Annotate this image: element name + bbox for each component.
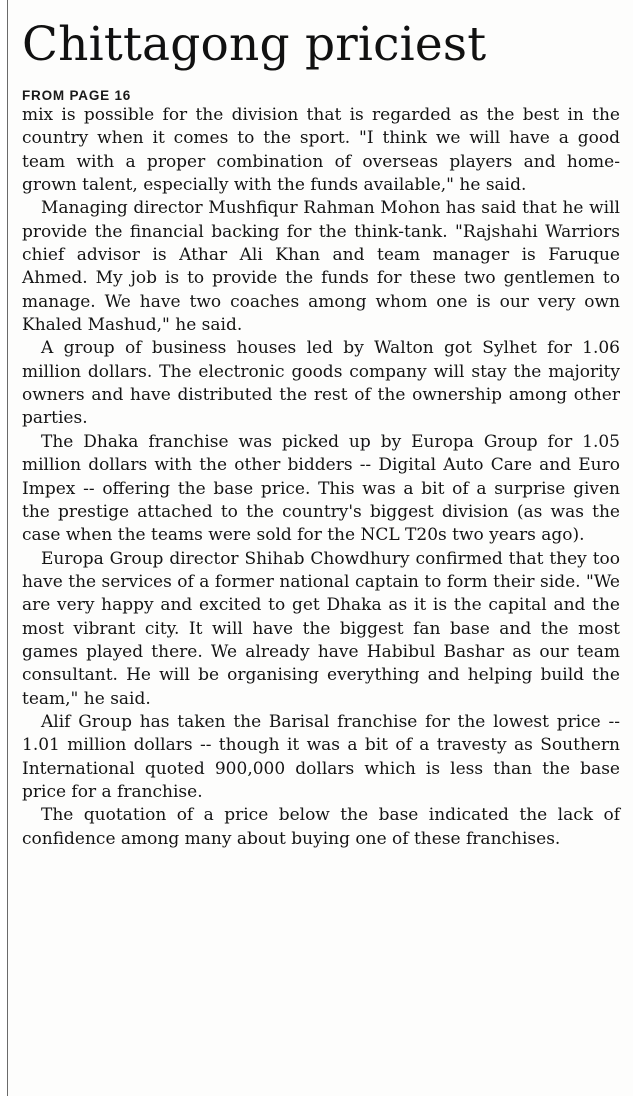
paragraph-2: Managing director Mushfiqur Rahman Mohon has said that he will provide the financial backing for the think-tank. "Rajshahi Warriors chief advisor is Athar Ali Khan and team manager is Faruque Ahmed. My job is to provide the funds for these two gentlemen to manage. We have two coaches among whom one is our very own Khaled Mashud," he said. (22, 198, 620, 336)
paragraph-3: A group of business houses led by Walton got Sylhet for 1.06 million dollars. The electronic goods company will stay the majority owners and have distributed the rest of the ownership among other parties. (22, 338, 620, 429)
paragraph-6: Alif Group has taken the Barisal franchise for the lowest price -- 1.01 million dollars -- though it was a bit of a travesty as Southern International quoted 900,000 dollars which is less than the base price for a franchise. (22, 711, 620, 802)
continuation-label: FROM PAGE 16 (22, 88, 132, 103)
headline: Chittagong priciest (22, 17, 487, 72)
newspaper-clipping (7, 0, 633, 1096)
paragraph-1: mix is possible for the division that is regarded as the best in the country when it comes to the sport. "I think we will have a good team with a proper combination of overseas players and home-grown talent, especially with the funds available," he said. (22, 105, 620, 196)
paragraph-4: The Dhaka franchise was picked up by Europa Group for 1.05 million dollars with the other bidders -- Digital Auto Care and Euro Impex -- offering the base price. This was a bit of a surprise given the prestige attached to the country's biggest division (as was the case when the teams were sold for the NCL T20s two years ago). (22, 431, 620, 546)
article (22, 4, 620, 851)
paragraph-7: The quotation of a price below the base indicated the lack of confidence among many about buying one of these franchises. (22, 805, 620, 849)
paragraph-5: Europa Group director Shihab Chowdhury confirmed that they too have the services of a former national captain to form their side. "We are very happy and excited to get Dhaka as it is the capital and the most vibrant city. It will have the biggest fan base and the most games played there. We already have Habibul Bashar as our team consultant. He will be organising everything and helping build the team," he said. (22, 548, 620, 709)
